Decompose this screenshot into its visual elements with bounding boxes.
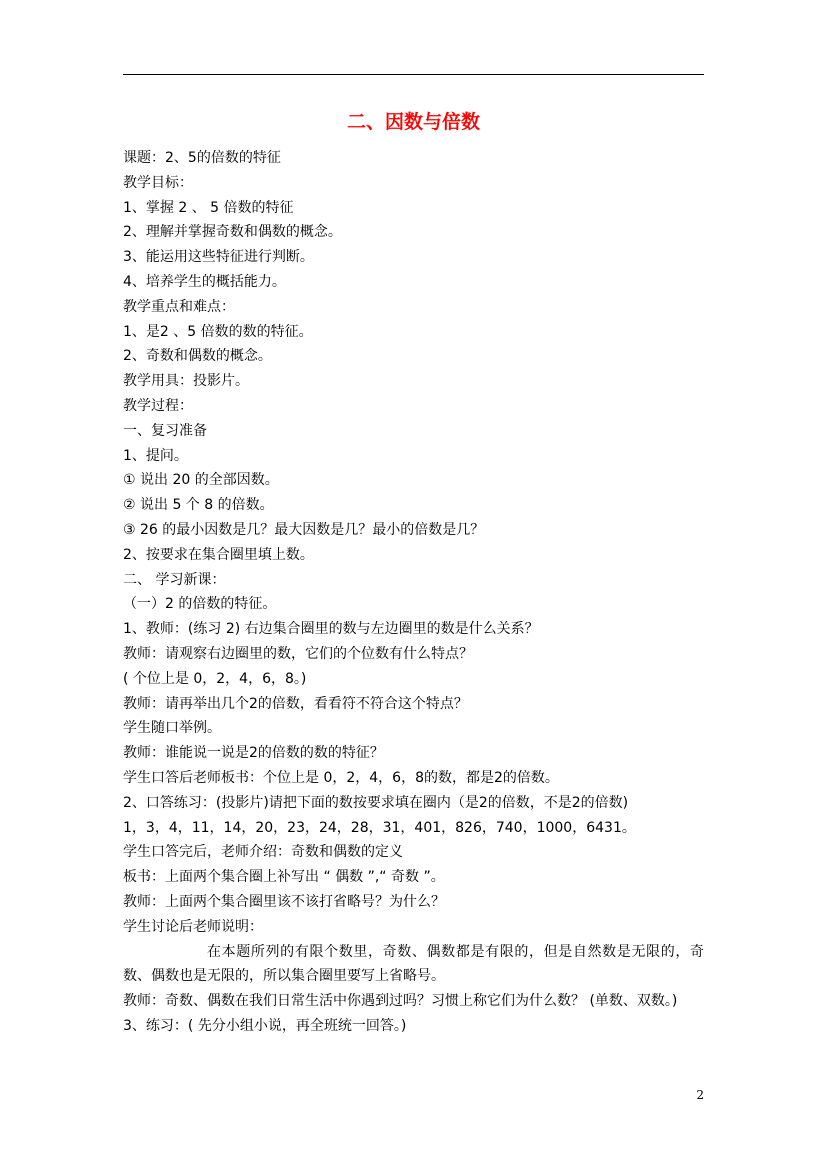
objectives-heading: 教学目标： — [123, 174, 193, 191]
objective-item: 3、能运用这些特征进行判断。 — [123, 249, 314, 266]
text-line: 学生随口举例。 — [123, 720, 221, 737]
text-line: 教师：谁能说一说是2的倍数的数的特征？ — [123, 745, 384, 762]
text-line: 学生口答后老师板书：个位上是 0，2，4，6，8的数，都是2的倍数。 — [123, 769, 559, 786]
document-title: 二、因数与倍数 — [346, 111, 480, 133]
text-line: 教师：请观察右边圈里的数，它们的个位数有什么特点？ — [123, 645, 473, 662]
question-item: ③ 26 的最小因数是几？最大因数是几？最小的倍数是几？ — [123, 521, 485, 538]
text-line: 2、口答练习：(投影片)请把下面的数按要求填在圈内（是2的倍数，不是2的倍数) — [123, 794, 629, 811]
number-list: 1，3，4，11，14，20，23，24，28，31，401，826，740，1000，6431。 — [123, 819, 636, 836]
teaching-aids: 教学用具：投影片。 — [123, 373, 249, 390]
text-line: 3、练习：( 先分小组小说，再全班统一回答。) — [123, 1017, 407, 1034]
explanation-paragraph: 在本题所列的有限个数里，奇数、偶数都是有限的，但是自然数是无限的，奇数、偶数也是无限的，所以集合圈里要写上省略号。 — [123, 943, 704, 985]
lesson-topic: 课题：2、5的倍数的特征 — [123, 150, 281, 166]
objective-item: 4、培养学生的概括能力。 — [123, 273, 286, 290]
key-points-heading: 教学重点和难点： — [123, 298, 235, 315]
objective-item: 2、理解并掌握奇数和偶数的概念。 — [123, 224, 342, 241]
process-heading: 教学过程： — [123, 397, 193, 414]
text-line: 教师：请再举出几个2的倍数，看看符不符合这个特点？ — [123, 695, 468, 712]
section-heading-new-lesson: 二、 学习新课： — [123, 571, 226, 588]
key-point-item: 2、奇数和偶数的概念。 — [123, 348, 272, 365]
question-item: ① 说出 20 的全部因数。 — [123, 472, 279, 489]
section-heading-review: 一、复习准备 — [123, 422, 207, 439]
header-rule — [123, 74, 704, 75]
text-line: 1、提问。 — [123, 447, 188, 464]
text-line: 2、按要求在集合圈里填上数。 — [123, 546, 314, 563]
text-line: 学生口答完后，老师介绍：奇数和偶数的定义 — [123, 844, 403, 861]
document-body — [123, 146, 704, 1039]
key-point-item: 1、是2 、5 倍数的数的特征。 — [123, 323, 313, 340]
question-paragraph: 教师：奇数、偶数在我们日常生活中你遇到过吗？习惯上称它们为什么数？ (单数、双数。) — [123, 993, 678, 1010]
text-line: 板书：上面两个集合圈上补写出 “ 偶数 ”,“ 奇数 ”。 — [123, 869, 445, 886]
question-item: ② 说出 5 个 8 的倍数。 — [123, 497, 274, 514]
text-line: 学生讨论后老师说明： — [123, 918, 263, 935]
objective-item: 1、掌握 2 、 5 倍数的特征 — [123, 199, 294, 216]
text-line: 教师：上面两个集合圈里该不该打省略号？为什么？ — [123, 893, 445, 910]
text-line: ( 个位上是 0，2，4，6，8。) — [123, 670, 307, 687]
text-line: 1、教师：(练习 2) 右边集合圈里的数与左边圈里的数是什么关系？ — [123, 621, 539, 638]
subsection-heading: （一）2 的倍数的特征。 — [123, 596, 277, 613]
page-number: 2 — [696, 1088, 704, 1102]
